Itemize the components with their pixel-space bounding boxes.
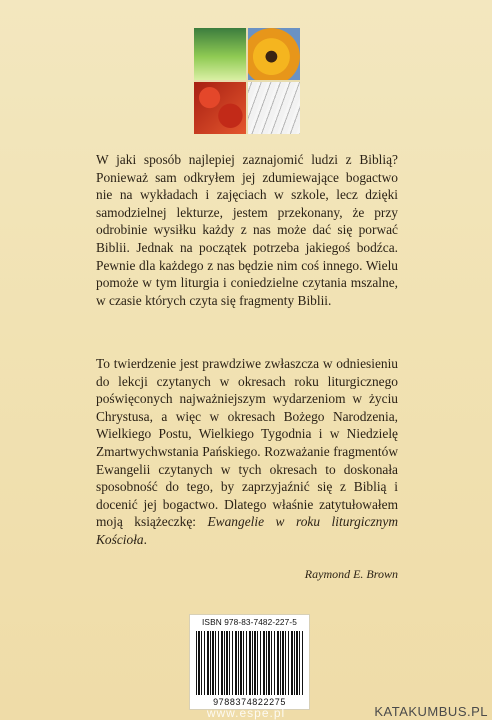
blurb-paragraph-2 [96, 355, 398, 549]
shop-watermark: KATAKUMBUS.PL [374, 704, 488, 719]
publisher-website: www.espe.pl [206, 706, 286, 720]
grass-photo [194, 28, 246, 80]
ean-number: 9788374822275 [213, 697, 286, 707]
barcode-label [189, 614, 310, 710]
paragraph-text [96, 355, 398, 549]
red-leaves-photo [194, 82, 246, 134]
paragraph-body: To twierdzenie jest prawdziwe zwłaszcza w odniesieniu do lekcji czytanych w okresach roku liturgicznego poświęconych najważniejszym wydarzeniom w życiu Chrystusa, a więc w okresach Bożego Narodzenia, Wielkiego Postu, Wielkiego Tygodnia i w Niedzielę Zmartwychwstania Pańskiego. Rozważanie fragmentów Ewangelii czytanych w tych okresach to doskonała sposobność do tego, by zaprzyjaźnić się z Biblią i docenić jej bogactwo. Dlatego właśnie zatytułowałem moją książeczkę: [96, 356, 398, 530]
blurb-paragraph-1 [96, 151, 398, 309]
author-signature: Raymond E. Brown [304, 567, 398, 581]
sunflower-photo [248, 28, 300, 80]
book-title: Ewangelie w roku liturgicznym Kościoła [96, 514, 398, 547]
barcode-bars [196, 631, 304, 695]
paragraph-text: W jaki sposób najlepiej zaznajomić ludzi z Biblią? Ponieważ sam odkryłem jej zdumiewające bogactwo nie na wykładach i zajęciach w szkole, lecz dzięki samodzielnej lekturze, jestem przekonany, że przy odrobinie wysiłku każdy z nas może dać się porwać Biblii. Jednak na początek potrzeba jakiegoś bodźca. Pewnie dla każdego z nas będzie nim coś innego. Wielu pomoże w tym liturgia i coniedzielne czytania mszalne, w czasie których czyta się fragmenty Biblii. [96, 152, 398, 308]
isbn-number: ISBN 978-83-7482-227-5 [202, 617, 297, 627]
cover-photo-collage [194, 28, 300, 134]
paragraph-end: . [143, 531, 147, 547]
winter-branches-photo [248, 82, 300, 134]
